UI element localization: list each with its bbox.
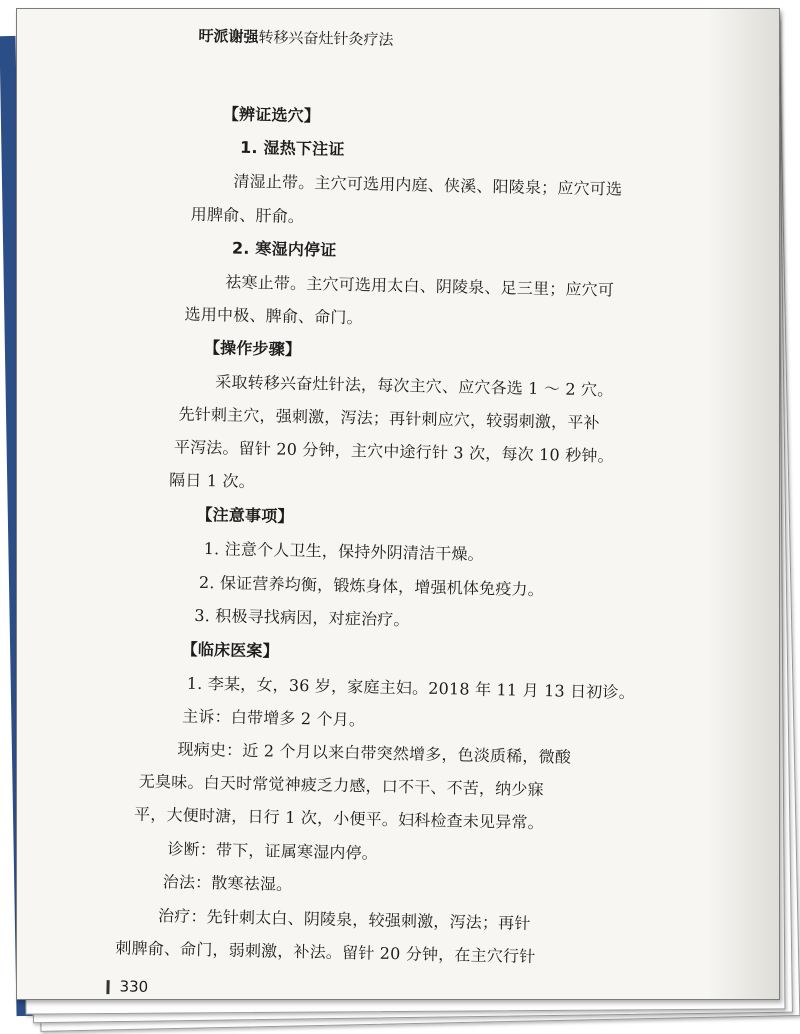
footer-bar xyxy=(106,980,109,994)
paragraph-line: 现病史：近 2 个月以来白带突然增多，色淡质稀，微酸 xyxy=(177,739,572,767)
list-item: 3. 积极寻找病因，对症治疗。 xyxy=(194,605,410,630)
section-heading: 【操作步骤】 xyxy=(203,337,302,360)
list-item: 2. 保证营养均衡，锻炼身体，增强机体免疫力。 xyxy=(198,572,545,600)
book-page xyxy=(16,8,780,1000)
section-heading: 【临床医案】 xyxy=(181,639,280,661)
page-number: 330 xyxy=(119,977,149,996)
page-content xyxy=(16,9,779,1000)
paragraph-line: 治法：散寒祛湿。 xyxy=(162,872,293,894)
list-item: 1. 注意个人卫生，保持外阴清洁干燥。 xyxy=(203,539,485,564)
section-heading: 【辨证选穴】 xyxy=(222,104,321,126)
paragraph-line: 主诉：白带增多 2 个月。 xyxy=(182,706,366,730)
paragraph-line: 选用中极、脾俞、命门。 xyxy=(184,304,364,328)
paragraph-line: 采取转移兴奋灶针法，每次主穴、应穴各选 1 ～ 2 穴。 xyxy=(215,372,614,400)
page-footer xyxy=(106,977,148,996)
paragraph-line: 清湿止带。主穴可选用内庭、侠溪、阳陵泉；应穴可选 xyxy=(233,171,623,199)
header-title: 转移兴奋灶针灸疗法 xyxy=(258,28,394,49)
paragraph-line: 治疗：先针刺太白、阴陵泉，较强刺激，泻法；再针 xyxy=(157,906,531,933)
section-heading: 【注意事项】 xyxy=(196,504,294,526)
paragraph-line: 诊断：带下，证属寒湿内停。 xyxy=(167,839,379,863)
subsection-heading: 1. 湿热下注证 xyxy=(239,137,345,159)
subsection-heading: 2. 寒湿内停证 xyxy=(231,238,337,260)
header-brand: 旴派谢强 xyxy=(198,26,259,47)
paragraph-line: 先针刺主穴，强刺激，泻法；再针刺应穴，较弱刺激，平补 xyxy=(178,404,600,433)
paragraph-line: 平泻法。留针 20 分钟，主穴中途行针 3 次，每次 10 秒钟。 xyxy=(173,437,614,466)
paragraph-line: 祛寒止带。主穴可选用太白、阴陵泉、足三里；应穴可 xyxy=(225,272,615,300)
paragraph-line: 用脾俞、肝俞。 xyxy=(190,204,305,227)
paragraph-line: 平，大便时溏，日行 1 次，小便平。妇科检查未见异常。 xyxy=(133,804,545,833)
page-curve-shadow xyxy=(707,9,779,999)
paragraph-line: 隔日 1 次。 xyxy=(168,470,256,492)
running-header xyxy=(198,25,393,50)
paragraph-line: 1. 李某，女，36 岁，家庭主妇。2018 年 11 月 13 日初诊。 xyxy=(186,673,636,703)
paragraph-line: 无臭味。白天时常觉神疲乏力感，口不干、不苦，纳少寐 xyxy=(138,771,544,800)
paragraph-line: 刺脾俞、命门，弱刺激，补法。留针 20 分钟，在主穴行针 xyxy=(115,938,536,967)
